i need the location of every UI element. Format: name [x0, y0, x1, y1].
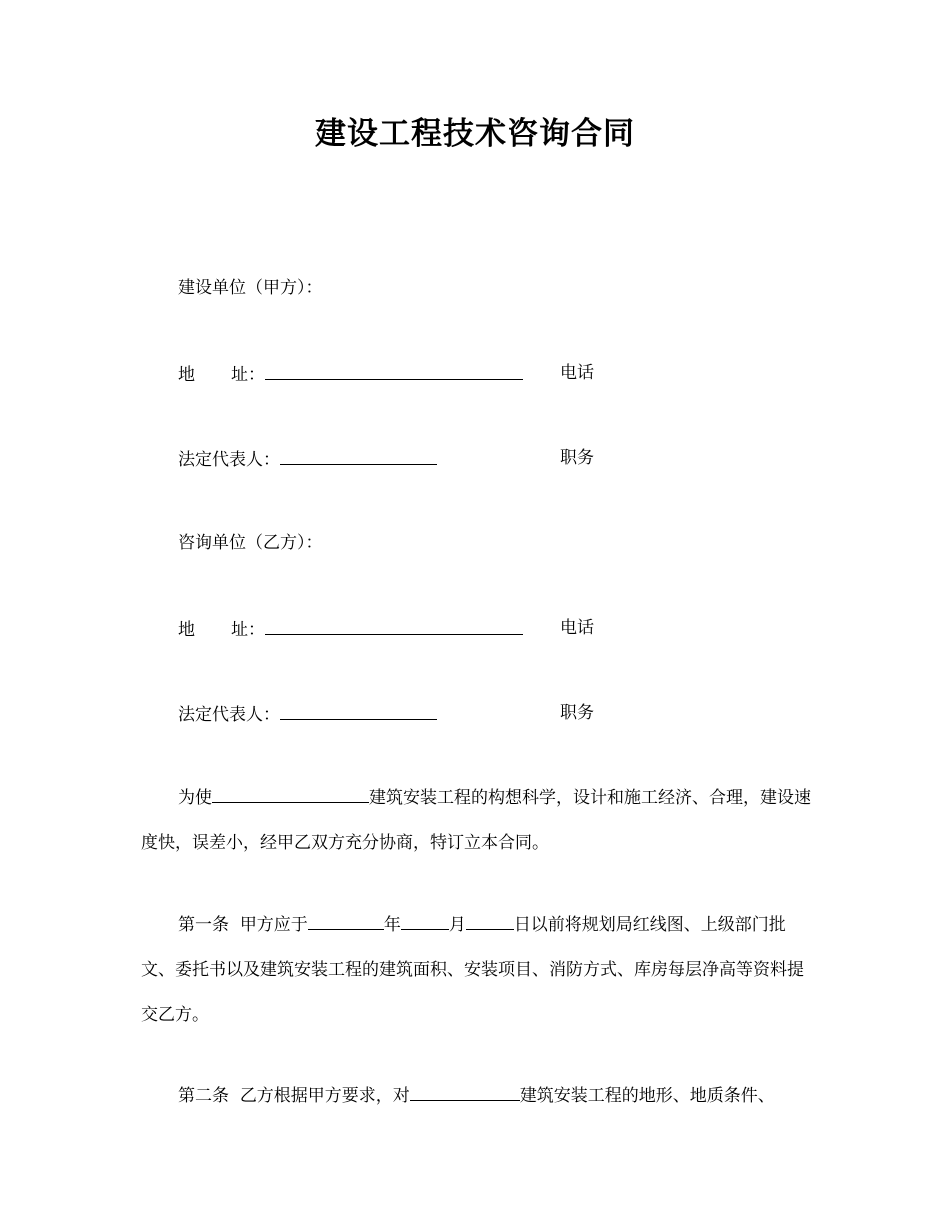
- article-2-label: 第二条: [178, 1086, 229, 1106]
- party-b-address-blank: [265, 616, 523, 635]
- document-title: 建设工程技术咨询合同: [315, 116, 635, 152]
- article-1-label: 第一条: [178, 915, 229, 935]
- party-b-rep-row: [178, 701, 437, 727]
- party-a-address-blank: [265, 361, 523, 380]
- article-2-paragraph: [141, 1074, 813, 1119]
- year-label: 年: [383, 915, 401, 935]
- month-label: 月: [448, 915, 466, 935]
- party-a-address-row: [178, 361, 523, 387]
- party-a-rep-row: [178, 446, 437, 472]
- party-b-heading: 咨询单位（乙方）：: [178, 533, 323, 553]
- preamble-lead: 为使: [178, 788, 212, 808]
- article-2-text: 建筑安装工程的地形、地质条件、: [519, 1086, 775, 1106]
- party-a-phone-label: 电话: [560, 363, 594, 383]
- month-blank: [401, 911, 449, 930]
- address-label-part2: 址：: [231, 365, 265, 385]
- article-1-lead: 甲方应于: [239, 915, 308, 935]
- preamble-text: 建筑安装工程的构想科学，设计和施工经济、合理，建设速度快，误差小，经甲乙双方充分协商，特订立本合同。: [141, 788, 811, 853]
- party-b-rep-blank: [280, 701, 437, 720]
- article-2-lead: 乙方根据甲方要求，对: [239, 1086, 410, 1106]
- party-b-phone-label: 电话: [560, 618, 594, 638]
- project-name-blank: [212, 784, 369, 803]
- address-label-part1: 地: [178, 620, 195, 640]
- party-a-rep-blank: [280, 446, 437, 465]
- article-1-text: 日以前将规划局红线图、上级部门批文、委托书以及建筑安装工程的建筑面积、安装项目、消防方式、库房每层净高等资料提交乙方。: [141, 915, 804, 1025]
- day-blank: [466, 911, 514, 930]
- party-b-address-row: [178, 616, 523, 642]
- project-name-blank-2: [410, 1082, 520, 1101]
- rep-label: 法定代表人：: [178, 450, 280, 470]
- party-a-heading: 建设单位（甲方）：: [178, 278, 323, 298]
- rep-label: 法定代表人：: [178, 705, 280, 725]
- address-label-part1: 地: [178, 365, 195, 385]
- year-blank: [308, 911, 384, 930]
- article-1-paragraph: [141, 903, 813, 1038]
- preamble-paragraph: [141, 776, 813, 866]
- party-a-position-label: 职务: [560, 448, 594, 468]
- address-label-part2: 址：: [231, 620, 265, 640]
- party-b-position-label: 职务: [560, 703, 594, 723]
